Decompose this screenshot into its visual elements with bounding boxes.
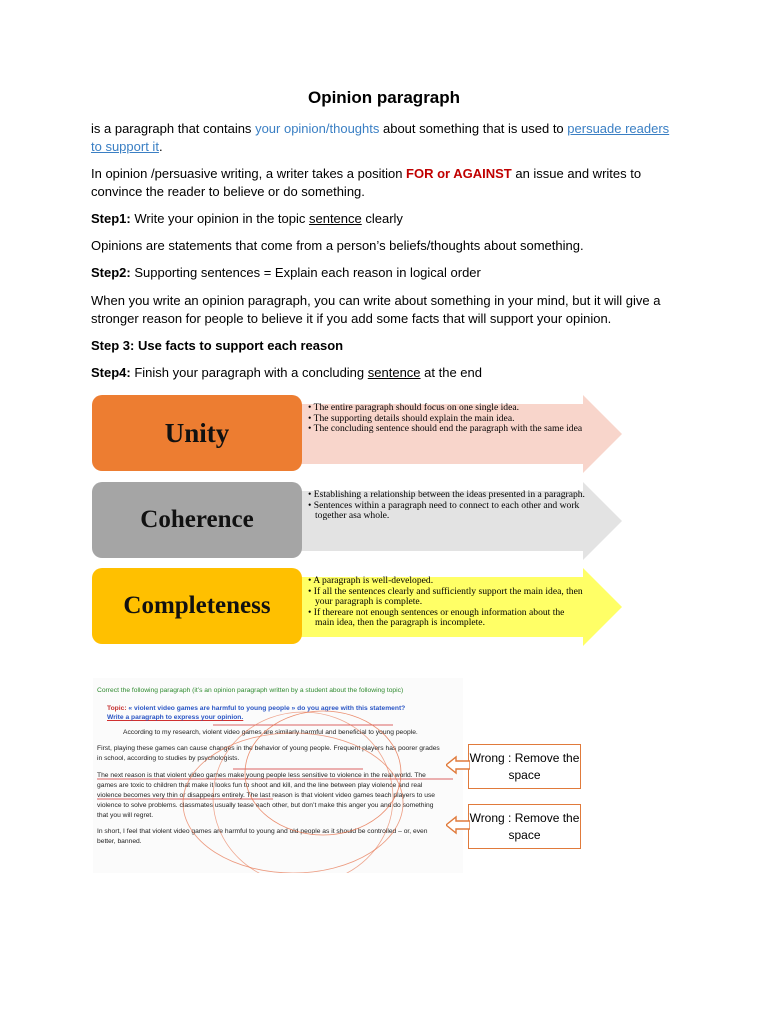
step1-underlined: sentence: [308, 211, 362, 226]
completeness-bullet: • If all the sentences clearly and sufficiently support the main idea, then your paragraph is complete.: [308, 585, 583, 608]
exercise-line: According to my research, violent video games are similarly harmful and beneficial to young people.: [123, 729, 418, 736]
red-scribble-circle: [213, 712, 393, 873]
exercise-line: that you will regret.: [97, 812, 154, 819]
step4-underlined: sentence: [367, 365, 421, 380]
callout-arrow-left: [446, 755, 470, 775]
diagram-row-unity: [92, 395, 624, 473]
callout-arrow-left: [446, 815, 470, 835]
opinions-definition: Opinions are statements that come from a person’s beliefs/thoughts about something.: [91, 238, 584, 253]
intro-suffix: .: [158, 139, 163, 154]
coherence-bullet: • Sentences within a paragraph need to connect to each other and work together asa whole.: [308, 499, 580, 522]
callout-box: Wrong : Remove the space: [468, 744, 581, 789]
topic-text: « violent video games are harmful to young people » do you agree with this statement?: [126, 705, 406, 712]
step2-line: [91, 264, 681, 282]
red-scribble-circle: [183, 733, 403, 873]
exercise-line: violence becomes very thin or disappears entirely. The last reason is that violent video games teach players to use: [97, 792, 436, 799]
completeness-bullet: • If thereare not enough sentences or enough information about the main idea, then the paragraph is incomplete.: [308, 606, 565, 629]
step4-label: Step4:: [91, 365, 131, 380]
intro-paragraph: [91, 120, 681, 156]
step4-suffix: at the end: [420, 365, 482, 380]
opinion-suffix: an issue and writes to convince the reader to believe or do something.: [91, 166, 642, 199]
topic-label: Topic:: [107, 705, 127, 712]
for-against-highlight: FOR or AGAINST: [406, 166, 512, 181]
exercise-instruction: Correct the following paragraph (it’s an opinion paragraph written by a student about the following topic): [97, 687, 404, 694]
unity-bullet: • The entire paragraph should focus on one single idea.: [308, 402, 519, 413]
step4-line: [91, 364, 681, 382]
callout-arrow-shape: [446, 757, 470, 773]
unity-bullet: • The supporting details should explain the main idea.: [308, 412, 515, 424]
step1-text: Write your opinion in the topic: [130, 211, 309, 226]
step3-line: Step 3: Use facts to support each reason: [91, 338, 344, 353]
exercise-image: [93, 678, 463, 873]
exercise-line: in school, according to studies by psychologists.: [97, 755, 240, 762]
exercise-line: The next reason is that violent video games make young people less sensitive to violence in the real world. The: [97, 772, 426, 779]
exercise-task: Write a paragraph to express your opinion.: [107, 714, 244, 721]
coherence-bullet: • Establishing a relationship between the ideas presented in a paragraph.: [308, 489, 585, 500]
unity-box: Unity: [92, 395, 302, 471]
facts-paragraph: When you write an opinion paragraph, you can write about something in your mind, but it will give a stronger reason for people to believe it if you add some facts that will support your opinion.: [91, 293, 661, 326]
completeness-bullet: • A paragraph is well-developed.: [308, 575, 434, 586]
page-title: Opinion paragraph: [307, 88, 461, 107]
opinion-paragraph: [91, 165, 681, 201]
exercise-line: games are toxic to children that make it looks fun to shoot and kill, and the line between play violence and real: [97, 782, 423, 789]
persuade-link[interactable]: persuade readers to support it: [91, 121, 670, 154]
step4-text: Finish your paragraph with a concluding: [130, 365, 368, 380]
completeness-box: Completeness: [92, 568, 302, 644]
unity-bullet: • The concluding sentence should end the paragraph with the same idea: [308, 423, 583, 435]
intro-highlight: your opinion/thoughts: [255, 121, 380, 136]
exercise-line: In short, I feel that violent video games are harmful to young and old people as it should be controlled – or, even: [97, 828, 428, 835]
step2-label: Step2:: [91, 265, 131, 280]
step1-label: Step1:: [91, 211, 131, 226]
correction-marks: [93, 678, 463, 873]
diagram-row-coherence: [92, 482, 624, 560]
completeness-bullets: [308, 576, 586, 629]
step1-line: [91, 210, 681, 228]
callout-arrow-shape: [446, 817, 470, 833]
callout-box: Wrong : Remove the space: [468, 804, 581, 849]
opinion-prefix: In opinion /persuasive writing, a writer takes a position: [91, 166, 407, 181]
step1-suffix: clearly: [361, 211, 403, 226]
exercise-line: First, playing these games can cause changes in the behavior of young people. Frequent players has poorer grades: [97, 745, 440, 752]
coherence-bullets: [308, 490, 586, 522]
intro-middle: about something that is used to: [379, 121, 568, 136]
exercise-line: better, banned.: [97, 838, 142, 845]
coherence-box: Coherence: [92, 482, 302, 558]
step2-text: Supporting sentences = Explain each reason in logical order: [130, 265, 481, 280]
diagram-row-completeness: [92, 568, 624, 646]
red-scribble-circle: [245, 711, 401, 835]
intro-prefix: is a paragraph that contains: [91, 121, 256, 136]
exercise-line: violence to solve problems. classmates usually tease each other, but don’t make this anger you and do something: [97, 802, 434, 809]
unity-bullets: [308, 403, 586, 435]
